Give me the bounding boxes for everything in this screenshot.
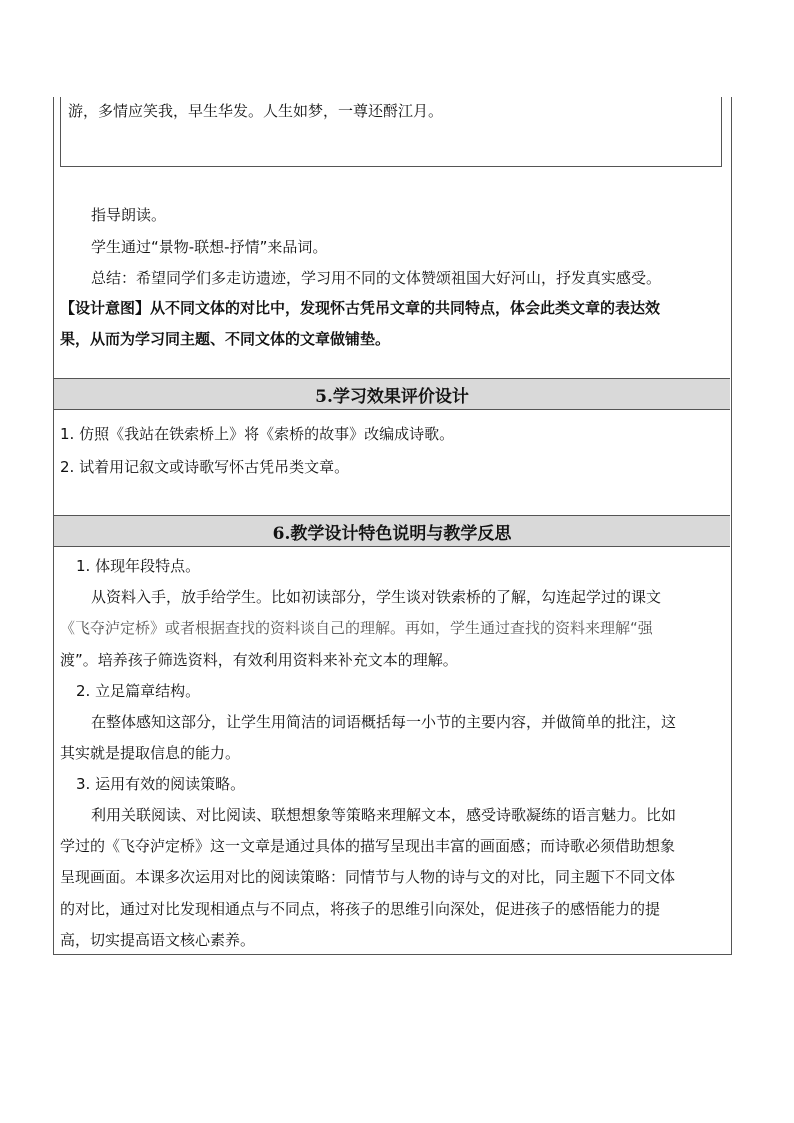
design-intent-line1: 【设计意图】从不同文体的对比中，发现怀古凭吊文章的共同特点，体会此类文章的表达效 xyxy=(60,299,661,317)
section6-heading-3: 3. 运用有效的阅读策略。 xyxy=(76,775,246,793)
section6-p3-line3: 呈现画面。本课多次运用对比的阅读策略：同情节与人物的诗与文的对比，同主题下不同文体 xyxy=(60,868,676,886)
section5-header xyxy=(54,378,730,410)
section6-p3-line2: 学过的《飞夺泸定桥》这一文章是通过具体的描写呈现出丰富的画面感；而诗歌必须借助想象 xyxy=(60,837,676,855)
section6-p3-line4: 的对比，通过对比发现相通点与不同点，将孩子的思维引向深处，促进孩子的感悟能力的提 xyxy=(60,900,661,918)
section6-header xyxy=(54,515,730,547)
section5-title: 5.学习效果评价设计 xyxy=(315,386,469,407)
poem-line: 游，多情应笑我，早生华发。人生如梦，一尊还酹江月。 xyxy=(68,102,444,120)
guided-reading: 指导朗读。 xyxy=(91,206,167,224)
section6-p1-line2: 《飞夺泸定桥》或者根据查找的资料谈自己的理解。再如，学生通过查找的资料来理解“强 xyxy=(60,619,653,637)
section5-item-1: 1. 仿照《我站在铁索桥上》将《索桥的故事》改编成诗歌。 xyxy=(60,425,455,443)
section6-title: 6.教学设计特色说明与教学反思 xyxy=(272,523,512,544)
section6-p1-line3: 渡”。培养孩子筛选资料，有效利用资料来补充文本的理解。 xyxy=(60,651,458,669)
summary-text: 总结：希望同学们多走访遗迹，学习用不同的文体赞颂祖国大好河山，抒发真实感受。 xyxy=(91,269,662,287)
section6-p1-line1: 从资料入手，放手给学生。比如初读部分，学生谈对铁索桥的了解，勾连起学过的课文 xyxy=(91,588,662,606)
section6-p2-line2: 其实就是提取信息的能力。 xyxy=(60,744,241,762)
word-appreciation: 学生通过“景物-联想-抒情”来品词。 xyxy=(91,238,328,256)
section6-heading-1: 1. 体现年段特点。 xyxy=(76,557,201,575)
section6-p2-line1: 在整体感知这部分，让学生用简洁的词语概括每一小节的主要内容，并做简单的批注，这 xyxy=(91,713,677,731)
section6-heading-2: 2. 立足篇章结构。 xyxy=(76,682,201,700)
section5-item-2: 2. 试着用记叙文或诗歌写怀古凭吊类文章。 xyxy=(60,458,350,476)
design-intent-line2: 果，从而为学习同主题、不同文体的文章做铺垫。 xyxy=(60,330,391,348)
section6-p3-line5: 高，切实提高语文核心素养。 xyxy=(60,931,256,949)
section6-p3-line1: 利用关联阅读、对比阅读、联想想象等策略来理解文本，感受诗歌凝练的语言魅力。比如 xyxy=(91,806,677,824)
